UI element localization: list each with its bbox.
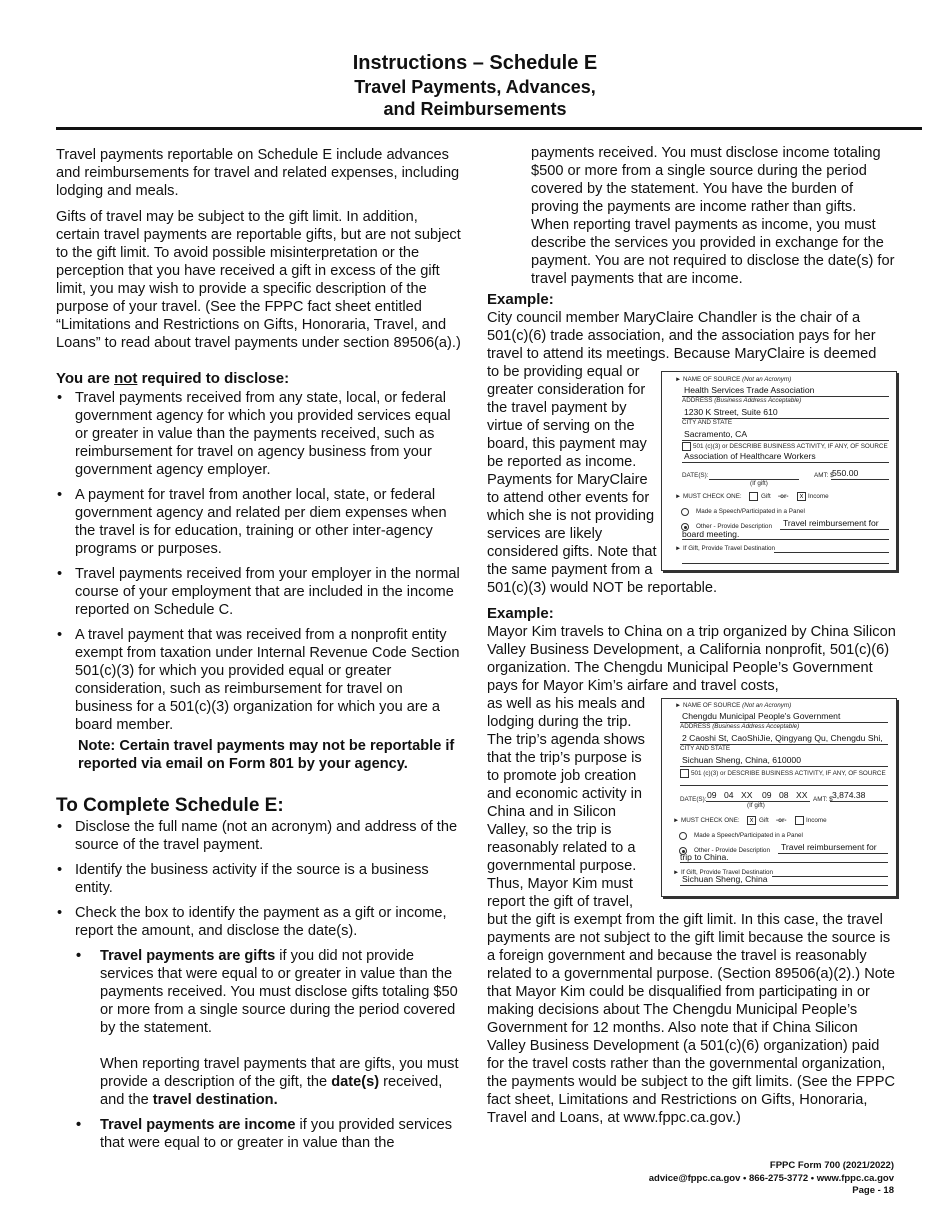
form-label-name: ► NAME OF SOURCE (Not an Acronym) (675, 702, 792, 709)
form-description-2: trip to China. (680, 852, 729, 862)
date-month-1: 09 (707, 790, 717, 800)
form-label-destination: ► If Gift, Provide Travel Destination (675, 545, 776, 552)
right-continued-paragraph: payments received. You must disclose income totaling $500 or more from a single source during the period covered by the statement. You have the burden of proving the payments are income rather than gifts. When reporting travel payments as income, you must describe the services you provided in exchange for the payment. You are not required to disclose the date(s) for travel payments that are income. (531, 145, 895, 287)
not-required-heading: You are not required to disclose: (56, 370, 290, 387)
form-label-amount: AMT: $ (814, 472, 834, 479)
left-column (56, 146, 464, 1159)
gifts-item: • Travel payments are gifts if you did not provide services that were equal to or greater in value than the payments received. You must disclose gifts totaling $50 or more from a single source during the period covered by the statement. When reporting travel payments that are gifts, you must provide a description of the gift, the date(s) received, and the travel destination. (56, 947, 464, 1109)
example-2-heading: Example: (487, 605, 554, 622)
date-day-1: 04 (724, 790, 734, 800)
form-label-activity: 501 (c)(3) or DESCRIBE BUSINESS ACTIVITY, IF ANY, OF SOURCE (691, 770, 886, 777)
form-label-name: ► NAME OF SOURCE (Not an Acronym) (675, 376, 792, 383)
page-title: Instructions – Schedule E (352, 52, 598, 74)
form-number: FPPC Form 700 (2021/2022) (769, 1160, 894, 1171)
note-text: Note: Certain travel payments may not be reportable if reported via email on Form 801 by your agency. (78, 738, 455, 772)
page-footer (649, 1160, 894, 1198)
date-year-2: XX (796, 790, 808, 800)
form-city: Sacramento, CA (684, 429, 748, 439)
or-label: -or- (776, 817, 787, 824)
income-checkbox[interactable]: x (797, 492, 806, 501)
c3-checkbox[interactable] (680, 769, 689, 778)
form-label-city: CITY AND STATE (682, 419, 733, 426)
example-1-wrap-text: to be providing equal or greater consideration for the travel payment by virtue of serving on the board, this payment may be reported as income. Payments for MaryClaire to attend other events for which she is not providing services are likely considered gifts. Note that the same payment from a (487, 364, 657, 578)
list-item: • Disclose the full name (not an acronym) and address of the source of the travel payment. (56, 818, 464, 854)
list-item: • Travel payments received from your employer in the normal course of your employment that are included in the income reported on Schedule C. (56, 565, 464, 619)
form-amount: 550.00 (832, 468, 859, 478)
list-item: • Identify the business activity if the source is a business entity. (56, 861, 464, 897)
income-label: Income (806, 817, 827, 824)
c3-checkbox[interactable] (682, 442, 691, 451)
example-1-intro: City council member MaryClaire Chandler is the chair of a 501(c)(6) trade association, and the association pays for her travel to attend its meetings. Because MaryClaire is deemed (487, 310, 877, 362)
example-1-heading: Example: (487, 291, 554, 308)
list-item: • A payment for travel from another local, state, or federal government agency and related per diem expenses when the travel is for education, training or other inter-agency programs or purposes. (56, 486, 464, 558)
not-required-list (56, 389, 464, 734)
form-label-dates: DATE(S): (682, 472, 709, 479)
or-label: -or- (778, 493, 789, 500)
form-description-2: board meeting. (682, 529, 740, 539)
form-label-dates: DATE(S): (680, 796, 707, 803)
page-number: Page - 18 (852, 1185, 894, 1196)
list-item: • Check the box to identify the payment as a gift or income, report the amount, and disclose the date(s). (56, 904, 464, 940)
gift-label: Gift (759, 817, 769, 824)
other-label: Other - Provide Description (694, 847, 770, 854)
form-label-activity: 501 (c)(3) or DESCRIBE BUSINESS ACTIVITY, IF ANY, OF SOURCE (693, 443, 888, 450)
header-rule (56, 127, 922, 130)
other-label: Other - Provide Description (696, 523, 772, 530)
form-label-must-check: ► MUST CHECK ONE: (675, 493, 742, 500)
page-subtitle-1: Travel Payments, Advances, (354, 77, 596, 97)
form-description-1: Travel reimbursement for (781, 842, 877, 852)
speech-radio[interactable] (681, 508, 689, 516)
page-subtitle-2: and Reimbursements (383, 99, 567, 119)
form-source-name: Health Services Trade Association (684, 385, 815, 395)
date-year-1: XX (741, 790, 753, 800)
form-label-if-gift: (If gift) (747, 802, 765, 809)
example-2-end: but the gift is exempt from the gift limit. In this case, the travel payments are not subject to the gift limit because the source is a foreign government and because the travel is reasonably related to a governmental purpose. (Section 89506(a)(2).) Note that Mayor Kim could be disqualified from participating in or making decisions about The Chengdu Municipal People’s Government for 12 months. Also note that if China Silicon Valley Business Development (a 501(c)(6) organization) paid for the travel costs rather than the governmental organization, the payments would be subject to the gift limits. (See the FPPC fact sheet, Limitations and Restrictions on Gifts, Honoraria, Travel and Loans, at www.fppc.ca.gov.) (487, 912, 896, 1126)
example-1-end: 501(c)(3) would NOT be reportable. (487, 580, 718, 596)
income-checkbox[interactable] (795, 816, 804, 825)
form-city: Sichuan Sheng, China, 610000 (682, 755, 801, 765)
form-label-amount: AMT: $ (813, 796, 833, 803)
income-label: Income (808, 493, 829, 500)
form-description-1: Travel reimbursement for (783, 518, 879, 528)
form-label-address: ADDRESS (Business Address Acceptable) (680, 723, 800, 730)
form-address: 1230 K Street, Suite 610 (684, 407, 778, 417)
form-label-must-check: ► MUST CHECK ONE: (673, 817, 740, 824)
speech-label: Made a Speech/Participated in a Panel (696, 508, 805, 515)
complete-heading: To Complete Schedule E: (56, 795, 284, 816)
gift-checkbox[interactable]: x (747, 816, 756, 825)
list-item: • Travel payments received from any state, local, or federal government agency for which you provided services equal or greater in value than the payments received, such as reimbursement for travel on agency business from your government agency employer. (56, 389, 464, 479)
speech-label: Made a Speech/Participated in a Panel (694, 832, 803, 839)
form-label-destination: ► If Gift, Provide Travel Destination (673, 869, 774, 876)
gift-checkbox[interactable] (749, 492, 758, 501)
gift-limit-paragraph: Gifts of travel may be subject to the gift limit. In addition, certain travel payments are reportable gifts, but are not subject to the gift limit. To avoid possible misinterpretation or the perception that you have received a gift in excess of the gift limit, you may wish to provide a specific description of the purpose of your travel. (See the FPPC fact sheet entitled “Limitations and Restrictions on Gifts, Honoraria, Travel, and Loans” to read about travel payments under section 89506(a).) (56, 209, 461, 351)
income-item: • Travel payments are income if you provided services that were equal to or greater in value than the (56, 1116, 464, 1152)
form-destination: Sichuan Sheng, China (682, 874, 768, 884)
form-address: 2 Caoshi St, CaoShiJie, Qingyang Qu, Chengdu Shi, (682, 733, 883, 743)
contact-info: advice@fppc.ca.gov • 866-275-3772 • www.fppc.ca.gov (648, 1172, 894, 1184)
date-month-2: 09 (762, 790, 772, 800)
gift-label: Gift (761, 493, 771, 500)
schedule-e-form-example-2 (661, 698, 897, 897)
form-label-address: ADDRESS (Business Address Acceptable) (682, 397, 802, 404)
date-day-2: 08 (779, 790, 789, 800)
list-item: • A travel payment that was received from a nonprofit entity exempt from taxation under Internal Revenue Code Section 501(c)(3) for which you provided equal or greater consideration, such as reimbursement for travel on business for a 501(c)(3) organization for which you are a board member. (56, 626, 464, 734)
example-2-wrap-text: as well as his meals and lodging during the trip. The trip’s agenda shows that the trip’s purpose is to promote job creation and economic activity in China and in Silicon Valley, so the trip is reasonably related to a governmental purpose. Thus, Mayor Kim must report the gift of travel, (487, 696, 646, 910)
form-amount: 3,874.38 (832, 790, 866, 800)
form-activity: Association of Healthcare Workers (684, 451, 816, 461)
intro-paragraph: Travel payments reportable on Schedule E include advances and reimbursements for travel and related expenses, including lodging and meals. (56, 147, 460, 199)
form-label-if-gift: (If gift) (750, 480, 768, 487)
form-source-name: Chengdu Municipal People's Government (682, 711, 841, 721)
example-2-intro: Mayor Kim travels to China on a trip organized by China Silicon Valley Business Development, a California nonprofit, 501(c)(6) organization. The Chengdu Municipal People’s Government pays for Mayor Kim’s airfare and travel costs, (487, 624, 896, 694)
speech-radio[interactable] (679, 832, 687, 840)
complete-list (56, 818, 464, 1152)
form-label-city: CITY AND STATE (680, 745, 731, 752)
schedule-e-form-example-1 (661, 371, 897, 571)
